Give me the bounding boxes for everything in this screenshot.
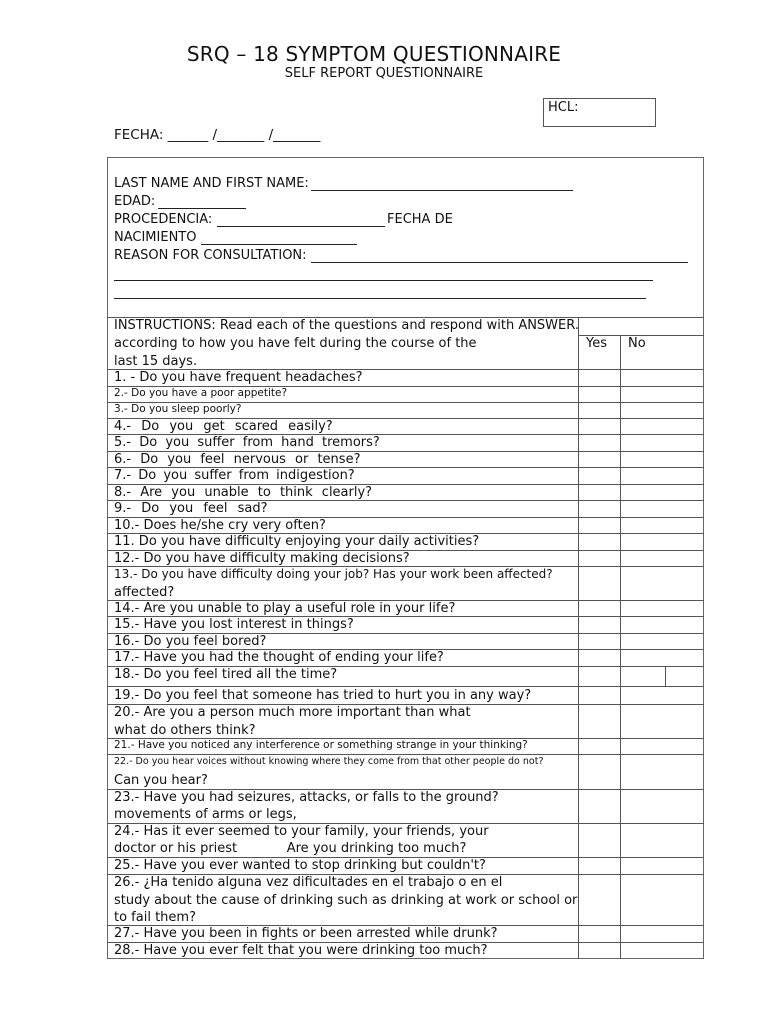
question-5: 5.- Do you suffer from hand tremors?	[114, 435, 380, 450]
reason-input-line-2[interactable]	[114, 280, 653, 281]
name-input-line[interactable]	[311, 190, 573, 191]
question-8: 8.- Are you unable to think clearly?	[114, 485, 373, 500]
question-4: 4.- Do you get scared easily?	[114, 419, 333, 434]
question-17: 17.- Have you had the thought of ending your life?	[114, 650, 444, 665]
question-14: 14.- Are you unable to play a useful role in your life?	[114, 601, 456, 616]
nacimiento-label: NACIMIENTO	[114, 230, 197, 245]
yes-column-header: Yes	[586, 336, 607, 351]
hcl-label: HCL:	[548, 100, 579, 115]
procedencia-input-line[interactable]	[217, 226, 385, 227]
fecha-nacimiento-label: FECHA DE	[387, 212, 453, 227]
question-19: 19.- Do you feel that someone has tried to hurt you in any way?	[114, 688, 532, 703]
edad-label: EDAD:	[114, 194, 156, 209]
question-23-continued: movements of arms or legs,	[114, 807, 297, 822]
hcl-field[interactable]	[543, 98, 656, 127]
question-12: 12.- Do you have difficulty making decisions?	[114, 551, 410, 566]
question-22-continued: Can you hear?	[114, 773, 208, 788]
no-column-header: No	[628, 336, 646, 351]
question-28: 28.- Have you ever felt that you were drinking too much?	[114, 943, 488, 958]
question-6: 6.- Do you feel nervous or tense?	[114, 452, 361, 467]
question-13-continued: affected?	[114, 585, 175, 600]
question-24-continued: doctor or his priest Are you drinking too much?	[114, 841, 467, 856]
fecha-field[interactable]: FECHA: ______ /_______ /_______	[114, 127, 321, 143]
question-18: 18.- Do you feel tired all the time?	[114, 667, 338, 682]
question-26-continued-2: to fail them?	[114, 910, 196, 925]
page-subtitle: SELF REPORT QUESTIONNAIRE	[284, 66, 484, 81]
question-26: 26.- ¿Ha tenido alguna vez dificultades en el trabajo o en el	[114, 875, 503, 890]
question-15: 15.- Have you lost interest in things?	[114, 617, 354, 632]
question-27: 27.- Have you been in fights or been arrested while drunk?	[114, 926, 498, 941]
reason-input-line-3[interactable]	[114, 298, 646, 299]
reason-label: REASON FOR CONSULTATION:	[114, 248, 307, 263]
question-9: 9.- Do you feel sad?	[114, 501, 268, 516]
question-21: 21.- Have you noticed any interference or something strange in your thinking?	[114, 739, 528, 751]
question-20-continued: what do others think?	[114, 723, 256, 738]
procedencia-label: PROCEDENCIA:	[114, 212, 213, 227]
no-column-separator	[620, 335, 621, 959]
page-title: SRQ – 18 SYMPTOM QUESTIONNAIRE	[186, 42, 562, 66]
question-25: 25.- Have you ever wanted to stop drinking but couldn't?	[114, 858, 486, 873]
question-16: 16.- Do you feel bored?	[114, 634, 267, 649]
question-1: 1. - Do you have frequent headaches?	[114, 370, 363, 385]
reason-input-line-1[interactable]	[311, 262, 688, 263]
instructions-line-3: last 15 days.	[114, 354, 198, 369]
question-22: 22.- Do you hear voices without knowing where they come from that other people do not?	[114, 756, 544, 767]
question-26-continued: study about the cause of drinking such as drinking at work or school or	[114, 893, 578, 908]
question-23: 23.- Have you had seizures, attacks, or falls to the ground?	[114, 790, 499, 805]
yes-column-separator	[578, 317, 579, 959]
question-3: 3.- Do you sleep poorly?	[114, 403, 242, 415]
question-24: 24.- Has it ever seemed to your family, your friends, your	[114, 824, 489, 839]
instructions-line-2: according to how you have felt during the course of the	[114, 336, 477, 351]
question-10: 10.- Does he/she cry very often?	[114, 518, 326, 533]
question-13: 13.- Do you have difficulty doing your job? Has your work been affected?	[114, 567, 553, 581]
name-label: LAST NAME AND FIRST NAME:	[114, 176, 309, 191]
question-7: 7.- Do you suffer from indigestion?	[114, 468, 355, 483]
question-2: 2.- Do you have a poor appetite?	[114, 387, 288, 399]
nacimiento-input-line[interactable]	[201, 244, 357, 245]
edad-input-line[interactable]	[158, 208, 246, 209]
question-11: 11. Do you have difficulty enjoying your daily activities?	[114, 534, 480, 549]
question-20: 20.- Are you a person much more important than what	[114, 705, 471, 720]
instructions-line-1: INSTRUCTIONS: Read each of the questions and respond with ANSWER.	[114, 318, 579, 333]
extra-column-separator	[665, 667, 666, 686]
